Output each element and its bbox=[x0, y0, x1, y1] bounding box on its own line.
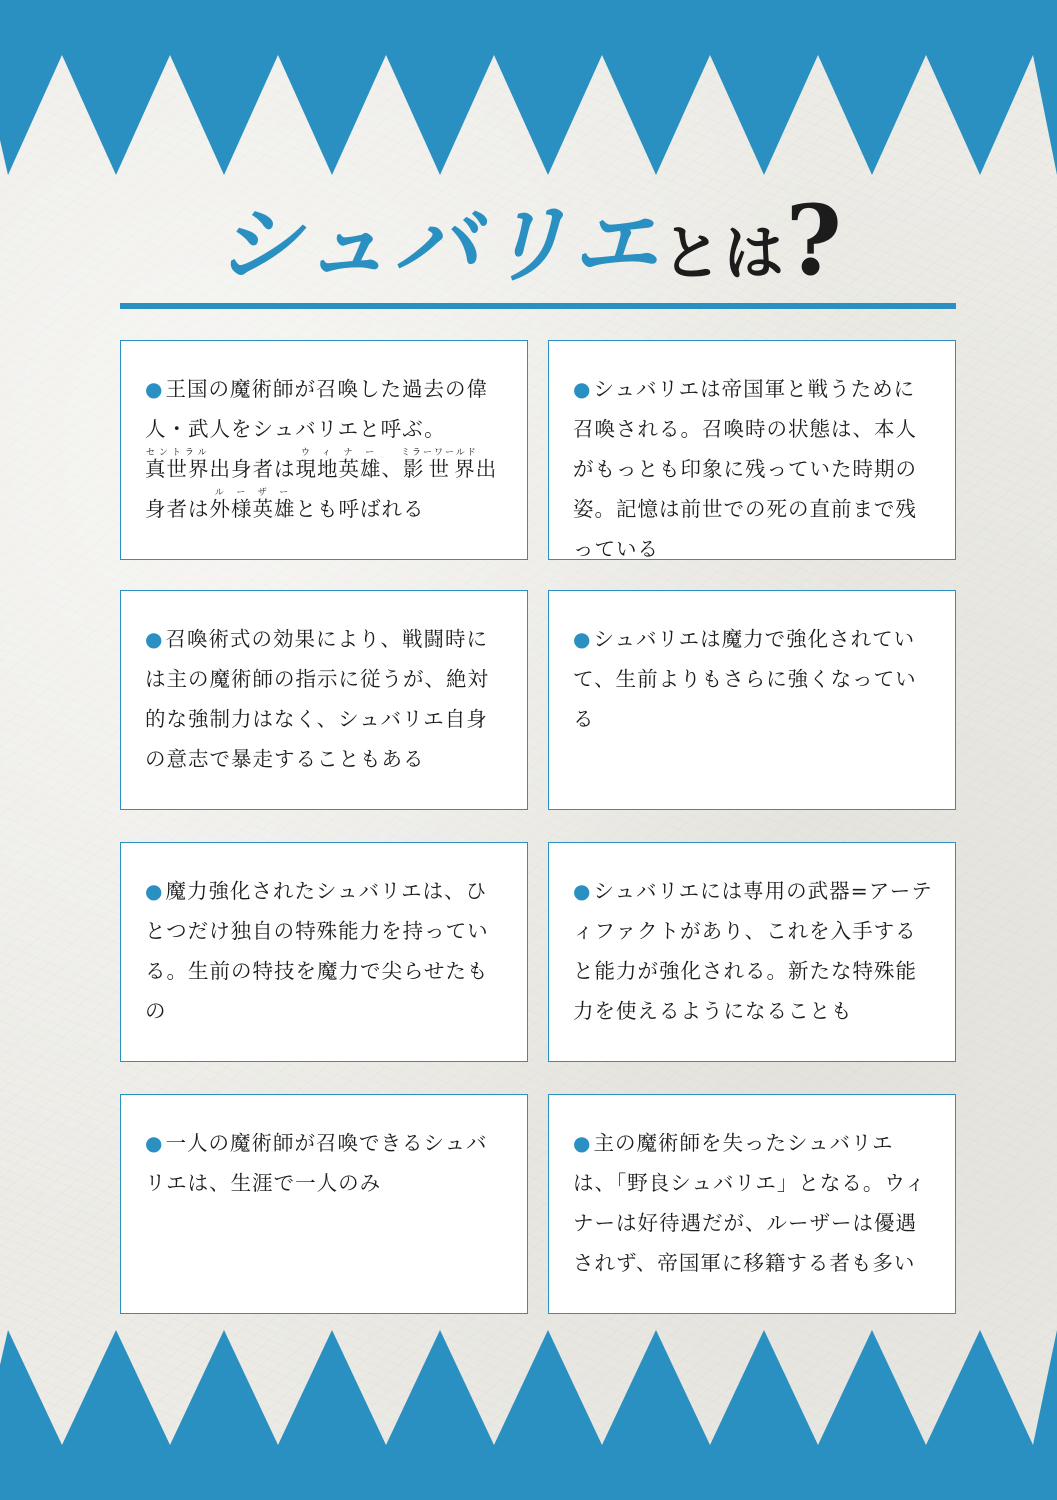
card-text: シュバリエは魔力で強化されていて、生前よりもさらに強くなっている bbox=[573, 627, 917, 731]
card-text: 一人の魔術師が召喚できるシュバリエは、生涯で一人のみ bbox=[145, 1131, 488, 1195]
info-card-7 bbox=[120, 1094, 528, 1314]
title-accent: シュバリエ bbox=[215, 194, 662, 295]
title-rest: とは bbox=[661, 219, 786, 289]
bullet-icon: ● bbox=[573, 377, 592, 401]
bullet-icon: ● bbox=[573, 627, 592, 651]
card-text: 召喚術式の効果により、戦闘時には主の魔術師の指示に従うが、絶対的な強制力はなく、シュバリエ自身の意志で暴走することもある bbox=[145, 627, 489, 771]
bottom-zigzag-border bbox=[0, 1330, 1057, 1500]
card-text-segment: 出身者は bbox=[145, 457, 498, 521]
card-text-segment: 王国の魔術師が召喚した過去の偉人・武人をシュバリエと呼ぶ。 bbox=[145, 377, 488, 441]
card-text: 主の魔術師を失ったシュバリエは、「野良シュバリエ」となる。ウィナーは好待遇だが、ルーザーは優遇されず、帝国軍に移籍する者も多い bbox=[573, 1131, 927, 1275]
info-card-2 bbox=[548, 340, 956, 560]
page-title bbox=[0, 175, 1057, 305]
bullet-icon: ● bbox=[145, 377, 164, 401]
card-text: 魔力強化されたシュバリエは、ひとつだけ独自の特殊能力を持っている。生前の特技を魔力で尖らせたもの bbox=[145, 879, 489, 1023]
bullet-icon: ● bbox=[145, 627, 164, 651]
info-card-1 bbox=[120, 340, 528, 560]
card-text: シュバリエには専用の武器=アーティファクトがあり、これを入手すると能力が強化される。新たな特殊能力を使えるようになることも bbox=[573, 879, 933, 1023]
info-card-6 bbox=[548, 842, 956, 1062]
title-question-mark: ? bbox=[785, 184, 842, 297]
info-card-4 bbox=[548, 590, 956, 810]
bullet-icon: ● bbox=[145, 879, 164, 903]
ruby-winner: 現地英雄ウィナー bbox=[295, 448, 382, 481]
card-text: シュバリエは帝国軍と戦うために召喚される。召喚時の状態は、本人がもっとも印象に残っていた時期の姿。記憶は前世での死の直前まで残っている bbox=[573, 377, 917, 561]
info-card-5 bbox=[120, 842, 528, 1062]
card-text-segment: 出身者は bbox=[209, 457, 296, 481]
title-underline bbox=[120, 303, 956, 309]
card-text-segment: とも呼ばれる bbox=[295, 497, 425, 521]
top-zigzag-border bbox=[0, 0, 1057, 175]
info-card-3 bbox=[120, 590, 528, 810]
card-text-segment: 、 bbox=[381, 457, 403, 481]
ruby-central: 真世界セントラル bbox=[145, 448, 210, 481]
bullet-icon: ● bbox=[145, 1131, 164, 1155]
bullet-icon: ● bbox=[573, 879, 592, 903]
ruby-loser: 外様英雄ルーザー bbox=[209, 488, 296, 521]
ruby-mirror-world: 影世界ミラーワールド bbox=[400, 448, 478, 481]
bullet-icon: ● bbox=[573, 1131, 592, 1155]
info-card-8 bbox=[548, 1094, 956, 1314]
